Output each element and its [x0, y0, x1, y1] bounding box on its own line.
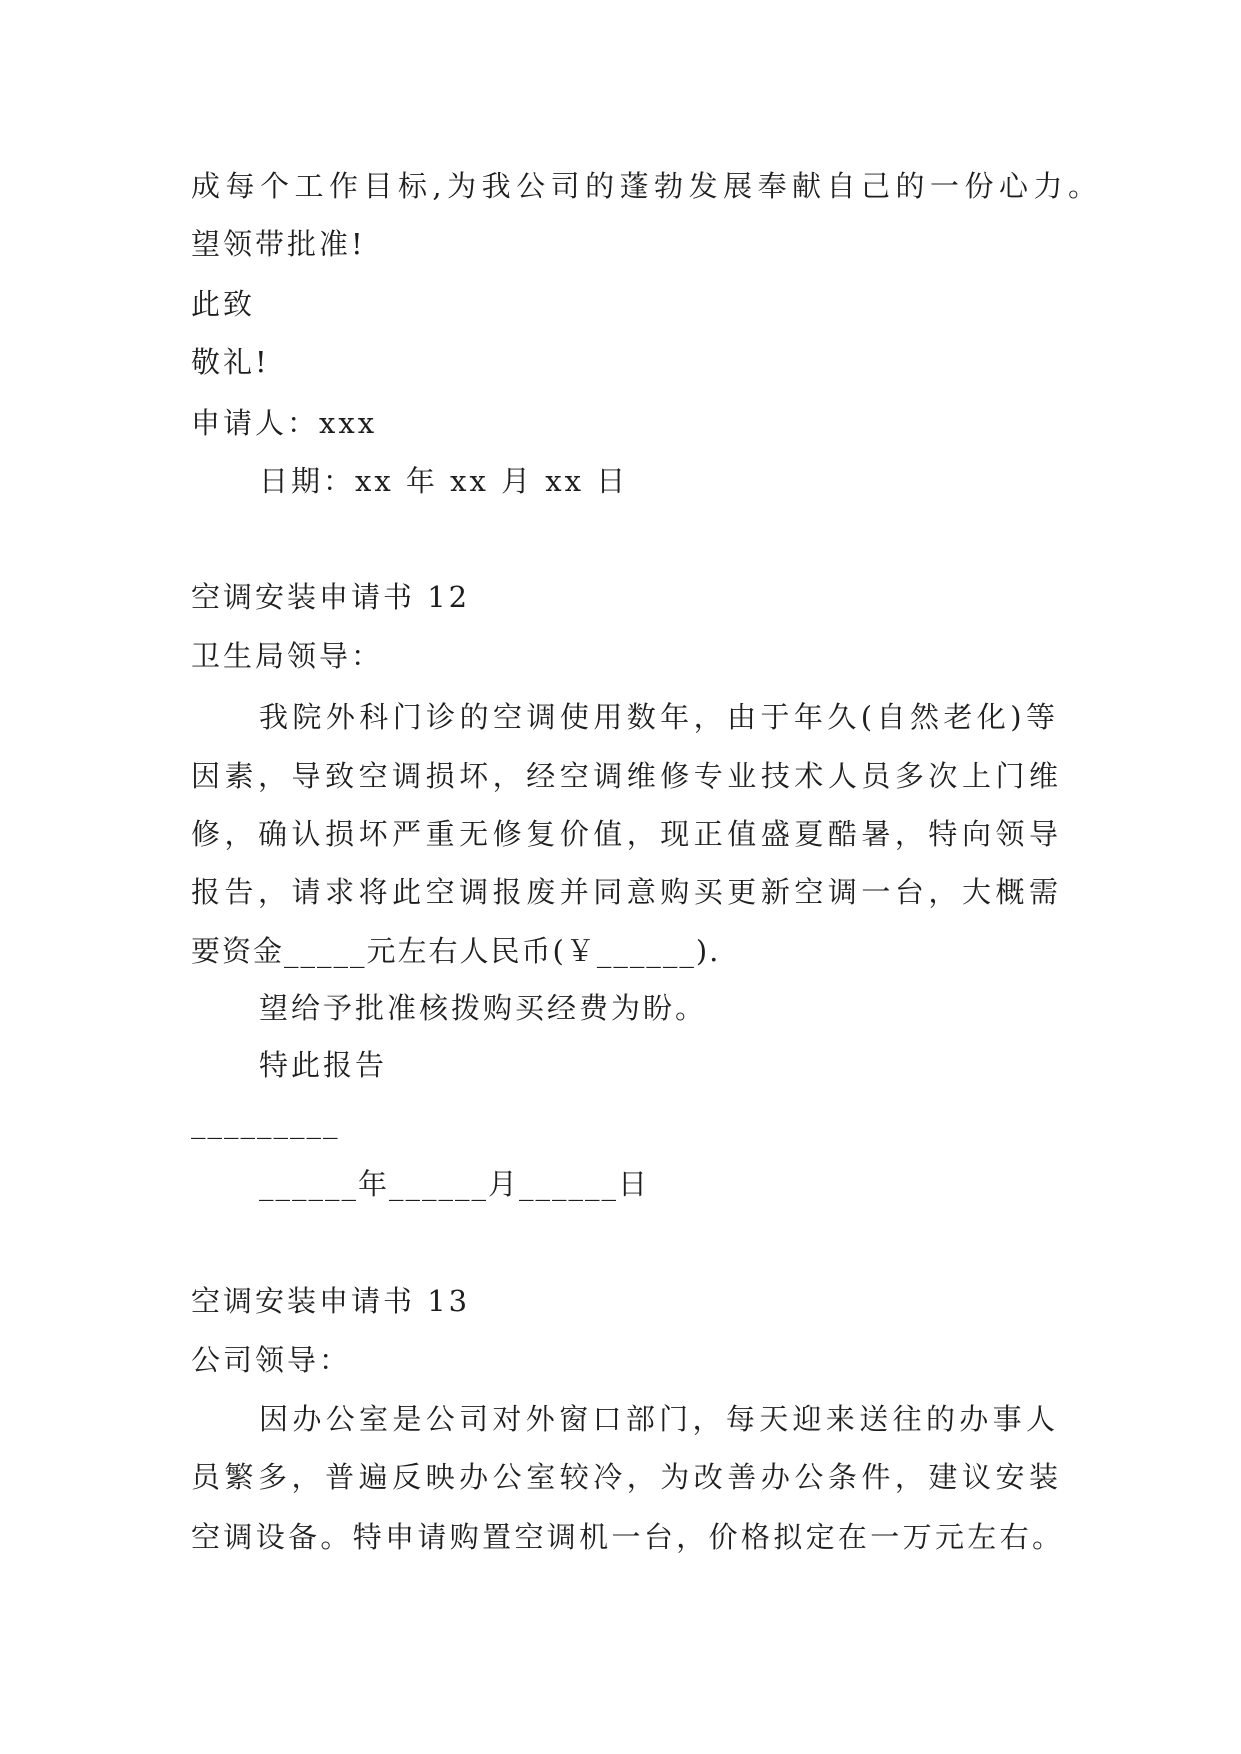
letter-title: 空调安装申请书 12 — [191, 580, 471, 614]
signature-blank: _________ — [191, 1105, 340, 1139]
letter-title: 空调安装申请书 13 — [191, 1284, 471, 1318]
closing-line: 特此报告 — [259, 1048, 388, 1082]
approval-request: 望领带批准! — [191, 227, 366, 261]
body-line: 因素，导致空调损坏，经空调维修专业技术人员多次上门维 — [191, 759, 1058, 793]
body-line: 要资金_____元左右人民币(￥______). — [191, 934, 721, 968]
body-line: 空调设备。特申请购置空调机一台，价格拟定在一万元左右。 — [191, 1520, 1061, 1554]
body-line: 员繁多，普遍反映办公室较冷，为改善办公条件，建议安装 — [191, 1460, 1058, 1494]
body-line: 我院外科门诊的空调使用数年，由于年久(自然老化)等 — [259, 700, 1055, 734]
date-blank: ______年______月______日 — [259, 1167, 650, 1201]
date-line: 日期：xx 年 xx 月 xx 日 — [259, 464, 629, 498]
approval-request: 望给予批准核拨购买经费为盼。 — [259, 991, 708, 1025]
closing-line-2: 敬礼! — [191, 345, 270, 379]
applicant-line: 申请人：xxx — [191, 406, 378, 440]
body-line: 修，确认损坏严重无修复价值，现正值盛夏酷暑，特向领导 — [191, 817, 1058, 851]
body-line: 成每个工作目标,为我公司的蓬勃发展奉献自己的一份心力。 — [191, 169, 1097, 203]
addressee: 公司领导： — [191, 1343, 352, 1377]
addressee: 卫生局领导： — [191, 639, 384, 673]
body-line: 报告，请求将此空调报废并同意购买更新空调一台，大概需 — [191, 875, 1058, 909]
closing-line-1: 此致 — [191, 287, 256, 321]
body-line: 因办公室是公司对外窗口部门，每天迎来送往的办事人 — [259, 1402, 1055, 1436]
